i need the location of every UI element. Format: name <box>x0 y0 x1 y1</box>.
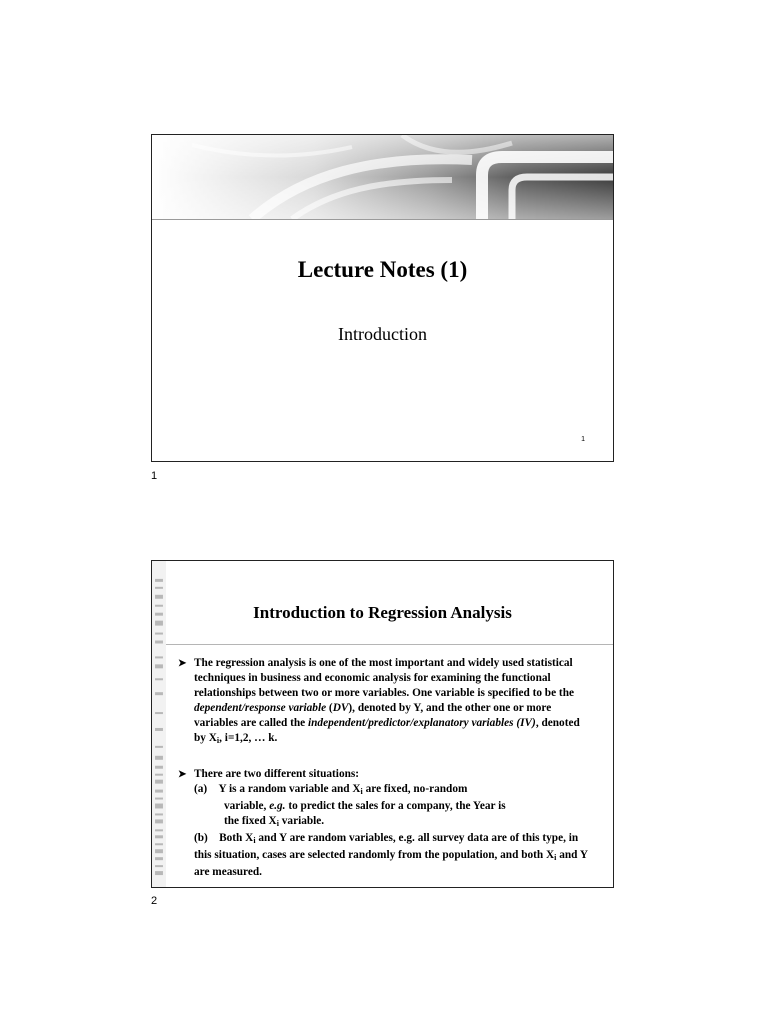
slide-title: Lecture Notes (1) <box>297 257 468 282</box>
slide-subtitle: Introduction <box>338 324 427 344</box>
title-slide <box>151 134 614 462</box>
page-number: 2 <box>151 895 158 907</box>
situation-a-line2: variable, e.g. to predict the sales for a company, the Year is <box>224 800 506 812</box>
situation-a-line3: the fixed $X_i$ variable. <box>224 815 325 828</box>
arrow-bullet-icon: ➤ <box>178 658 187 669</box>
title-divider <box>166 644 613 645</box>
bullet-text <box>194 767 594 880</box>
situation-a: (a) Y is a random variable and $X_i$ are fixed, no-random <box>194 783 468 796</box>
content-slide <box>151 560 614 888</box>
bullet-text: The regression analysis is one of the most important and widely used statistical techniques in business and economic analysis for examining the functional relationships between two or more variables. One variable is specified to be the dependent/response variable (DV), denoted by Y, and the other one or more variables are called the independent/predictor/explanatory variables (IV), denoted by $X_i$, i=1,2, … k. <box>194 657 580 745</box>
situations-intro: There are two different situations: <box>194 768 360 780</box>
banner-divider <box>152 219 613 220</box>
bullet-regression-definition <box>178 656 594 748</box>
slide-number: 1 <box>581 436 585 443</box>
page-number: 1 <box>151 470 158 482</box>
situation-b: (b) Both $X_i$ and Y are random variables, e.g. all survey data are of this type, in this situation, cases are selected randomly from the population, and both $X_i$ and Y are measured. <box>194 832 588 878</box>
bullet-two-situations <box>178 767 594 880</box>
arrow-bullet-icon: ➤ <box>178 769 187 780</box>
decorative-banner <box>152 135 613 219</box>
slide-title: Introduction to Regression Analysis <box>253 603 512 622</box>
